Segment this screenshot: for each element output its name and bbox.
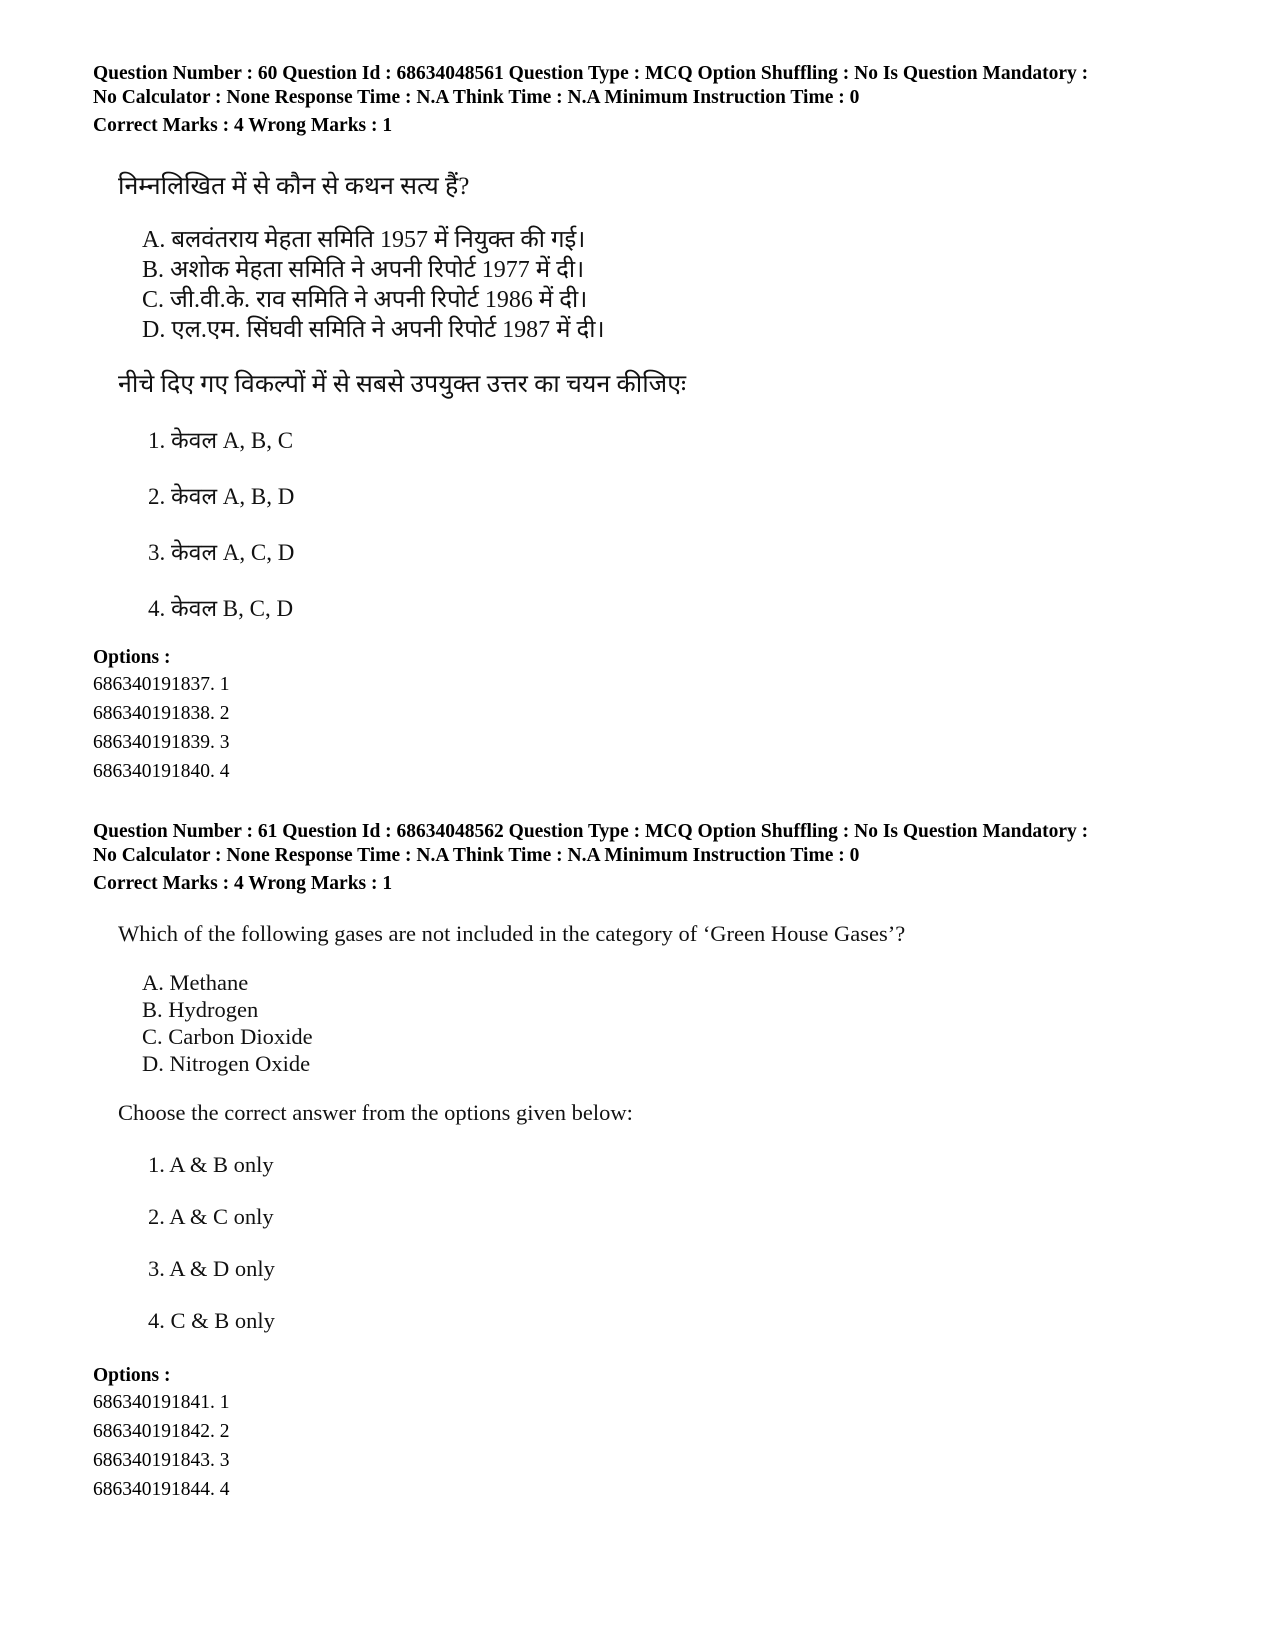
statement-b: B. Hydrogen	[142, 997, 259, 1022]
question-meta-line-1: Question Number : 61 Question Id : 68634048562 Question Type : MCQ Option Shuffling : No Is Question Mandatory :	[93, 821, 1089, 842]
choice-4: 4. C & B only	[148, 1308, 275, 1333]
option-item: 686340191837. 1	[93, 674, 230, 695]
question-60-marks: Correct Marks : 4 Wrong Marks : 1	[93, 115, 393, 136]
choice-2: 2. केवल A, B, D	[148, 484, 295, 509]
question-meta-line-2: No Calculator : None Response Time : N.A Think Time : N.A Minimum Instruction Time : 0	[93, 845, 860, 866]
question-stem: Which of the following gases are not included in the category of ‘Green House Gases’?	[118, 921, 906, 946]
choice-3: 3. केवल A, C, D	[148, 540, 295, 565]
statement-d: D. Nitrogen Oxide	[142, 1051, 311, 1076]
option-item: 686340191842. 2	[93, 1421, 230, 1442]
option-item: 686340191838. 2	[93, 703, 230, 724]
question-meta-line-1: Question Number : 60 Question Id : 68634048561 Question Type : MCQ Option Shuffling : No Is Question Mandatory :	[93, 63, 1089, 84]
options-list	[93, 670, 230, 786]
options-label: Options :	[93, 647, 171, 668]
statement-a: A. Methane	[142, 970, 249, 995]
statement-a: A. बलवंतराय मेहता समिति 1957 में नियुक्त की गई।	[142, 227, 586, 253]
statement-c: C. जी.वी.के. राव समिति ने अपनी रिपोर्ट 1986 में दी।	[142, 287, 588, 313]
option-item: 686340191843. 3	[93, 1450, 230, 1471]
option-item: 686340191844. 4	[93, 1479, 230, 1500]
question-instruction: नीचे दिए गए विकल्पों में से सबसे उपयुक्त उत्तर का चयन कीजिएः	[118, 371, 687, 398]
choice-2: 2. A & C only	[148, 1204, 274, 1229]
options-list	[93, 1388, 230, 1504]
statement-d: D. एल.एम. सिंघवी समिति ने अपनी रिपोर्ट 1987 में दी।	[142, 317, 605, 343]
question-61-meta	[93, 820, 1213, 868]
choice-4: 4. केवल B, C, D	[148, 596, 294, 621]
question-60-meta	[93, 62, 1213, 110]
option-item: 686340191840. 4	[93, 761, 230, 782]
choice-3: 3. A & D only	[148, 1256, 275, 1281]
question-stem: निम्नलिखित में से कौन से कथन सत्य हैं?	[118, 173, 470, 200]
options-label: Options :	[93, 1365, 171, 1386]
question-meta-line-2: No Calculator : None Response Time : N.A Think Time : N.A Minimum Instruction Time : 0	[93, 87, 860, 108]
statement-b: B. अशोक मेहता समिति ने अपनी रिपोर्ट 1977 में दी।	[142, 257, 585, 283]
statement-c: C. Carbon Dioxide	[142, 1024, 313, 1049]
question-instruction: Choose the correct answer from the options given below:	[118, 1100, 633, 1125]
option-item: 686340191839. 3	[93, 732, 230, 753]
question-61-marks: Correct Marks : 4 Wrong Marks : 1	[93, 873, 393, 894]
choice-1: 1. A & B only	[148, 1152, 274, 1177]
option-item: 686340191841. 1	[93, 1392, 230, 1413]
choice-1: 1. केवल A, B, C	[148, 428, 294, 453]
